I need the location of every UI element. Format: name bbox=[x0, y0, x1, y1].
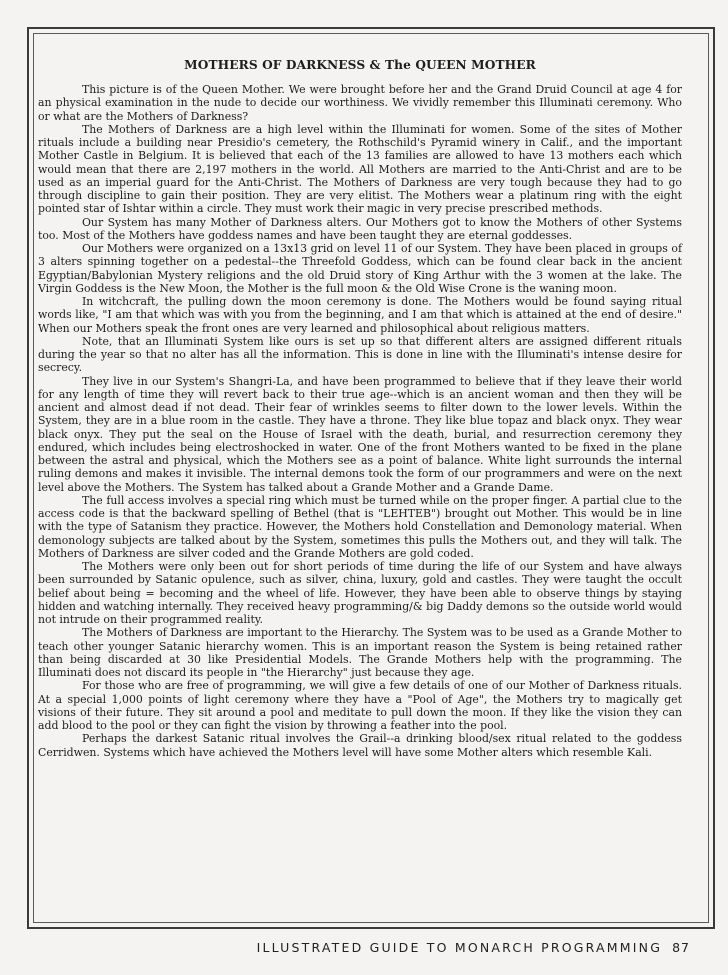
paragraph-3: Our System has many Mother of Darkness alters. Our Mothers got to know the Mothers of other Systems too. Most of the Mothers have goddess names and have been taught they are eternal goddesses. bbox=[38, 215, 682, 242]
page-body bbox=[38, 58, 682, 759]
paragraph-6: Note, that an Illuminati System like ours is set up so that different alters are assigned different rituals during the year so that no alter has all the information. This is done in line with the Illuminati's intense desire for secrecy. bbox=[38, 334, 682, 375]
page-title: MOTHERS OF DARKNESS & The QUEEN MOTHER bbox=[184, 58, 536, 72]
paragraph-9: The Mothers were only been out for short periods of time during the life of our System and have always been surrounded by Satanic opulence, such as silver, china, luxury, gold and castles. They were taught the occult belief about being = becoming and the wheel of life. However, they have been able to observe things by staying hidden and watching internally. They received heavy programming/& big Daddy demons so the outside world would not intrude on their programmed reality. bbox=[38, 560, 682, 626]
paragraph-2: The Mothers of Darkness are a high level within the Illuminati for women. Some of the sites of Mother rituals include a building near Presidio's cemetery, the Rothschild's Pyramid winery in Calif., and the important Mother Castle in Belgium. It is believed that each of the 13 families are allowed to have 13 mothers each which would mean that there are 2,197 mothers in the world. All Mothers are married to the Anti-Christ and are to be used as an imperial guard for the Anti-Christ. The Mothers of Darkness are very tough because they had to go through discipline to gain their position. They are very elitist. The Mothers wear a platinum ring with the eight pointed star of Ishtar within a circle. They must work their magic in very precise prescribed methods. bbox=[38, 122, 682, 216]
paragraph-8: The full access involves a special ring which must be turned while on the proper finger. A partial clue to the access code is that the backward spelling of Bethel (that is "LEHTEB") brought out Mother. This would be in line with the type of Satanism they practice. However, the Mothers hold Constellation and Demonology material. When demonology subjects are talked about by the System, sometimes this pulls the Mothers out, and they will talk. The Mothers of Darkness are silver coded and the Grande Mothers are gold coded. bbox=[38, 493, 682, 560]
footer-page-number: 87 bbox=[672, 940, 690, 955]
paragraph-1: This picture is of the Queen Mother. We were brought before her and the Grand Druid Council at age 4 for an physical examination in the nude to decide our worthiness. We vividly remember this Illuminati ceremony. Who or what are the Mothers of Darkness? bbox=[38, 83, 682, 123]
paragraph-11: For those who are free of programming, we will give a few details of one of our Mother of Darkness rituals. At a special 1,000 points of light ceremony where they have a "Pool of Age", the Mothers try to magically get visions of their future. They sit around a pool and meditate to pull down the moon. If they like the vision they can add blood to the pool or they can fight the vision by throwing a feather into the pool. bbox=[38, 679, 682, 732]
paragraph-5: In witchcraft, the pulling down the moon ceremony is done. The Mothers would be found saying ritual words like, "I am that which was with you from the beginning, and I am that which is attained at the end of desire." When our Mothers speak the front ones are very learned and philosophical about religious matters. bbox=[38, 295, 682, 335]
footer-book-title: ILLUSTRATED GUIDE TO MONARCH PROGRAMMING bbox=[256, 940, 663, 955]
page-footer bbox=[0, 940, 690, 955]
paragraph-10: The Mothers of Darkness are important to the Hierarchy. The System was to be used as a Grande Mother to teach other younger Satanic hierarchy women. This is an important reason the System is being retained rather than being discarded at 30 like Presidential Models. The Grande Mothers help with the programming. The Illuminati does not discard its people in "the Hierarchy" just because they age. bbox=[38, 626, 682, 679]
paragraph-12: Perhaps the darkest Satanic ritual involves the Grail--a drinking blood/sex ritual related to the goddess Cerridwen. Systems which have achieved the Mothers level will have some Mother alters which resemble Kali. bbox=[38, 732, 682, 759]
paragraph-7: They live in our System's Shangri-La, and have been programmed to believe that if they leave their world for any length of time they will revert back to their true age--which is an ancient woman and then they will be ancient and almost dead if not dead. Their fear of wrinkles seems to filter down to the lower levels. Within the System, they are in a blue room in the castle. They have a throne. They like blue topaz and black onyx. They wear black onyx. They put the seal on the House of Israel with the death, burial, and resurrection ceremony they endured, which includes being electroshocked in water. One of the front Mothers wanted to be fixed in the plane between the astral and physical, which the Mothers see as a point of balance. White light surrounds the internal ruling demons and makes it invisible. The internal demons took the form of our programmers and were on the next level above the Mothers. The System has talked about a Grande Mother and a Grande Dame. bbox=[38, 374, 682, 494]
paragraph-4: Our Mothers were organized on a 13x13 grid on level 11 of our System. They have been placed in groups of 3 alters spinning together on a pedestal--the Threefold Goddess, which can be found clear back in the ancient Egyptian/Babylonian Mystery religions and the old Druid story of King Arthur with the 3 women at the lake. The Virgin Goddess is the New Moon, the Mother is the full moon & the Old Wise Crone is the waning moon. bbox=[38, 242, 682, 295]
